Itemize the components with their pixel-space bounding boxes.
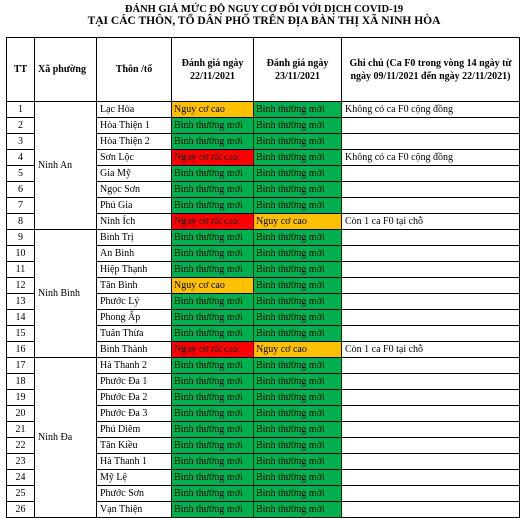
status-22-11: Bình thường mới — [172, 358, 254, 374]
status-22-11: Bình thường mới — [172, 374, 254, 390]
row-number: 11 — [7, 262, 35, 278]
ward-name: Ninh Bình — [35, 230, 97, 358]
status-22-11: Bình thường mới — [172, 406, 254, 422]
village-name: Hòa Thiện 2 — [97, 134, 172, 150]
status-23-11: Bình thường mới — [254, 374, 342, 390]
status-23-11: Bình thường mới — [254, 166, 342, 182]
status-23-11: Bình thường mới — [254, 278, 342, 294]
status-23-11: Bình thường mới — [254, 262, 342, 278]
status-23-11: Bình thường mới — [254, 118, 342, 134]
status-22-11: Bình thường mới — [172, 422, 254, 438]
status-23-11: Bình thường mới — [254, 246, 342, 262]
table-row — [7, 358, 520, 374]
status-22-11: Bình thường mới — [172, 262, 254, 278]
status-23-11: Bình thường mới — [254, 422, 342, 438]
ward-name: Ninh Đa — [35, 358, 97, 518]
row-number: 15 — [7, 326, 35, 342]
village-name: Ninh Ích — [97, 214, 172, 230]
status-22-11: Bình thường mới — [172, 294, 254, 310]
note-cell: Không có ca F0 cộng đồng — [342, 102, 520, 118]
status-23-11: Bình thường mới — [254, 502, 342, 518]
note-cell — [342, 374, 520, 390]
village-name: Hòa Thiện 1 — [97, 118, 172, 134]
header-ward: Xã phường — [35, 38, 97, 102]
row-number: 25 — [7, 486, 35, 502]
village-name: Bình Trị — [97, 230, 172, 246]
row-number: 19 — [7, 390, 35, 406]
row-number: 6 — [7, 182, 35, 198]
village-name: Gia Mỹ — [97, 166, 172, 182]
village-name: An Bình — [97, 246, 172, 262]
village-name: Phước Sơn — [97, 486, 172, 502]
status-22-11: Bình thường mới — [172, 198, 254, 214]
village-name: Tân Bình — [97, 278, 172, 294]
village-name: Phú Diêm — [97, 422, 172, 438]
status-22-11: Bình thường mới — [172, 326, 254, 342]
note-cell — [342, 118, 520, 134]
village-name: Phú Gia — [97, 198, 172, 214]
status-23-11: Bình thường mới — [254, 390, 342, 406]
status-23-11: Bình thường mới — [254, 150, 342, 166]
village-name: Tân Kiều — [97, 438, 172, 454]
village-name: Phước Đa 2 — [97, 390, 172, 406]
table-header-row — [7, 38, 520, 102]
header-tt: TT — [7, 38, 35, 102]
note-cell — [342, 246, 520, 262]
status-23-11: Bình thường mới — [254, 438, 342, 454]
row-number: 26 — [7, 502, 35, 518]
table-row — [7, 230, 520, 246]
note-cell — [342, 166, 520, 182]
note-cell: Không có ca F0 cộng đồng — [342, 150, 520, 166]
document-title: ĐÁNH GIÁ MỨC ĐỘ NGUY CƠ ĐỐI VỚI DỊCH COVID-19 — [124, 4, 404, 15]
row-number: 24 — [7, 470, 35, 486]
note-cell — [342, 198, 520, 214]
status-23-11: Bình thường mới — [254, 486, 342, 502]
status-22-11: Bình thường mới — [172, 310, 254, 326]
status-23-11: Bình thường mới — [254, 198, 342, 214]
status-22-11: Bình thường mới — [172, 486, 254, 502]
ward-name: Ninh An — [35, 102, 97, 230]
status-23-11: Bình thường mới — [254, 134, 342, 150]
row-number: 2 — [7, 118, 35, 134]
status-22-11: Bình thường mới — [172, 470, 254, 486]
village-name: Ngọc Sơn — [97, 182, 172, 198]
village-name: Vạn Thiện — [97, 502, 172, 518]
row-number: 10 — [7, 246, 35, 262]
village-name: Phong Ấp — [97, 310, 172, 326]
status-23-11: Bình thường mới — [254, 230, 342, 246]
document-subtitle: TẠI CÁC THÔN, TỔ DÂN PHỐ TRÊN ĐỊA BÀN THỊ XÃ NINH HÒA — [87, 15, 441, 27]
note-cell — [342, 390, 520, 406]
row-number: 1 — [7, 102, 35, 118]
note-cell: Còn 1 ca F0 tại chỗ — [342, 342, 520, 358]
row-number: 9 — [7, 230, 35, 246]
note-cell — [342, 294, 520, 310]
note-cell — [342, 262, 520, 278]
status-23-11: Bình thường mới — [254, 358, 342, 374]
status-23-11: Bình thường mới — [254, 310, 342, 326]
village-name: Lạc Hòa — [97, 102, 172, 118]
row-number: 5 — [7, 166, 35, 182]
row-number: 8 — [7, 214, 35, 230]
status-23-11: Bình thường mới — [254, 470, 342, 486]
status-22-11: Bình thường mới — [172, 502, 254, 518]
village-name: Tuân Thừa — [97, 326, 172, 342]
status-23-11: Bình thường mới — [254, 294, 342, 310]
row-number: 20 — [7, 406, 35, 422]
status-23-11: Bình thường mới — [254, 326, 342, 342]
note-cell — [342, 230, 520, 246]
note-cell — [342, 454, 520, 470]
row-number: 3 — [7, 134, 35, 150]
village-name: Hà Thanh 2 — [97, 358, 172, 374]
row-number: 18 — [7, 374, 35, 390]
village-name: Bình Thành — [97, 342, 172, 358]
status-23-11: Bình thường mới — [254, 454, 342, 470]
note-cell — [342, 502, 520, 518]
status-22-11: Bình thường mới — [172, 454, 254, 470]
header-eval-23-11: Đánh giá ngày 23/11/2021 — [254, 38, 342, 102]
status-22-11: Nguy cơ cao — [172, 102, 254, 118]
note-cell — [342, 406, 520, 422]
status-22-11: Nguy cơ rất cao — [172, 150, 254, 166]
village-name: Sơn Lộc — [97, 150, 172, 166]
row-number: 16 — [7, 342, 35, 358]
row-number: 7 — [7, 198, 35, 214]
village-name: Mỹ Lệ — [97, 470, 172, 486]
row-number: 12 — [7, 278, 35, 294]
status-23-11: Bình thường mới — [254, 182, 342, 198]
row-number: 21 — [7, 422, 35, 438]
village-name: Phước Đa 3 — [97, 406, 172, 422]
status-22-11: Bình thường mới — [172, 390, 254, 406]
row-number: 4 — [7, 150, 35, 166]
status-22-11: Nguy cơ rất cao — [172, 342, 254, 358]
row-number: 14 — [7, 310, 35, 326]
header-village: Thôn /tổ — [97, 38, 172, 102]
village-name: Hiệp Thạnh — [97, 262, 172, 278]
status-22-11: Bình thường mới — [172, 230, 254, 246]
table-row — [7, 102, 520, 118]
village-name: Phước Đa 1 — [97, 374, 172, 390]
header-eval-22-11: Đánh giá ngày 22/11/2021 — [172, 38, 254, 102]
status-23-11: Nguy cơ cao — [254, 342, 342, 358]
note-cell — [342, 182, 520, 198]
note-cell — [342, 422, 520, 438]
note-cell — [342, 310, 520, 326]
row-number: 17 — [7, 358, 35, 374]
status-22-11: Bình thường mới — [172, 134, 254, 150]
status-22-11: Bình thường mới — [172, 182, 254, 198]
table-body — [7, 102, 520, 518]
header-note: Ghi chú (Ca F0 trong vòng 14 ngày từ ngày 09/11/2021 đến ngày 22/11/2021) — [342, 38, 520, 102]
status-22-11: Bình thường mới — [172, 438, 254, 454]
row-number: 23 — [7, 454, 35, 470]
status-22-11: Bình thường mới — [172, 118, 254, 134]
status-23-11: Bình thường mới — [254, 102, 342, 118]
note-cell — [342, 278, 520, 294]
note-cell — [342, 134, 520, 150]
note-cell: Còn 1 ca F0 tại chỗ — [342, 214, 520, 230]
status-22-11: Nguy cơ rất cao — [172, 214, 254, 230]
village-name: Hà Thanh 1 — [97, 454, 172, 470]
status-22-11: Bình thường mới — [172, 166, 254, 182]
status-23-11: Nguy cơ cao — [254, 214, 342, 230]
note-cell — [342, 486, 520, 502]
status-23-11: Bình thường mới — [254, 406, 342, 422]
status-22-11: Nguy cơ cao — [172, 278, 254, 294]
row-number: 22 — [7, 438, 35, 454]
note-cell — [342, 326, 520, 342]
village-name: Phước Lý — [97, 294, 172, 310]
status-22-11: Bình thường mới — [172, 246, 254, 262]
risk-assessment-table — [6, 37, 520, 518]
note-cell — [342, 470, 520, 486]
note-cell — [342, 438, 520, 454]
row-number: 13 — [7, 294, 35, 310]
note-cell — [342, 358, 520, 374]
